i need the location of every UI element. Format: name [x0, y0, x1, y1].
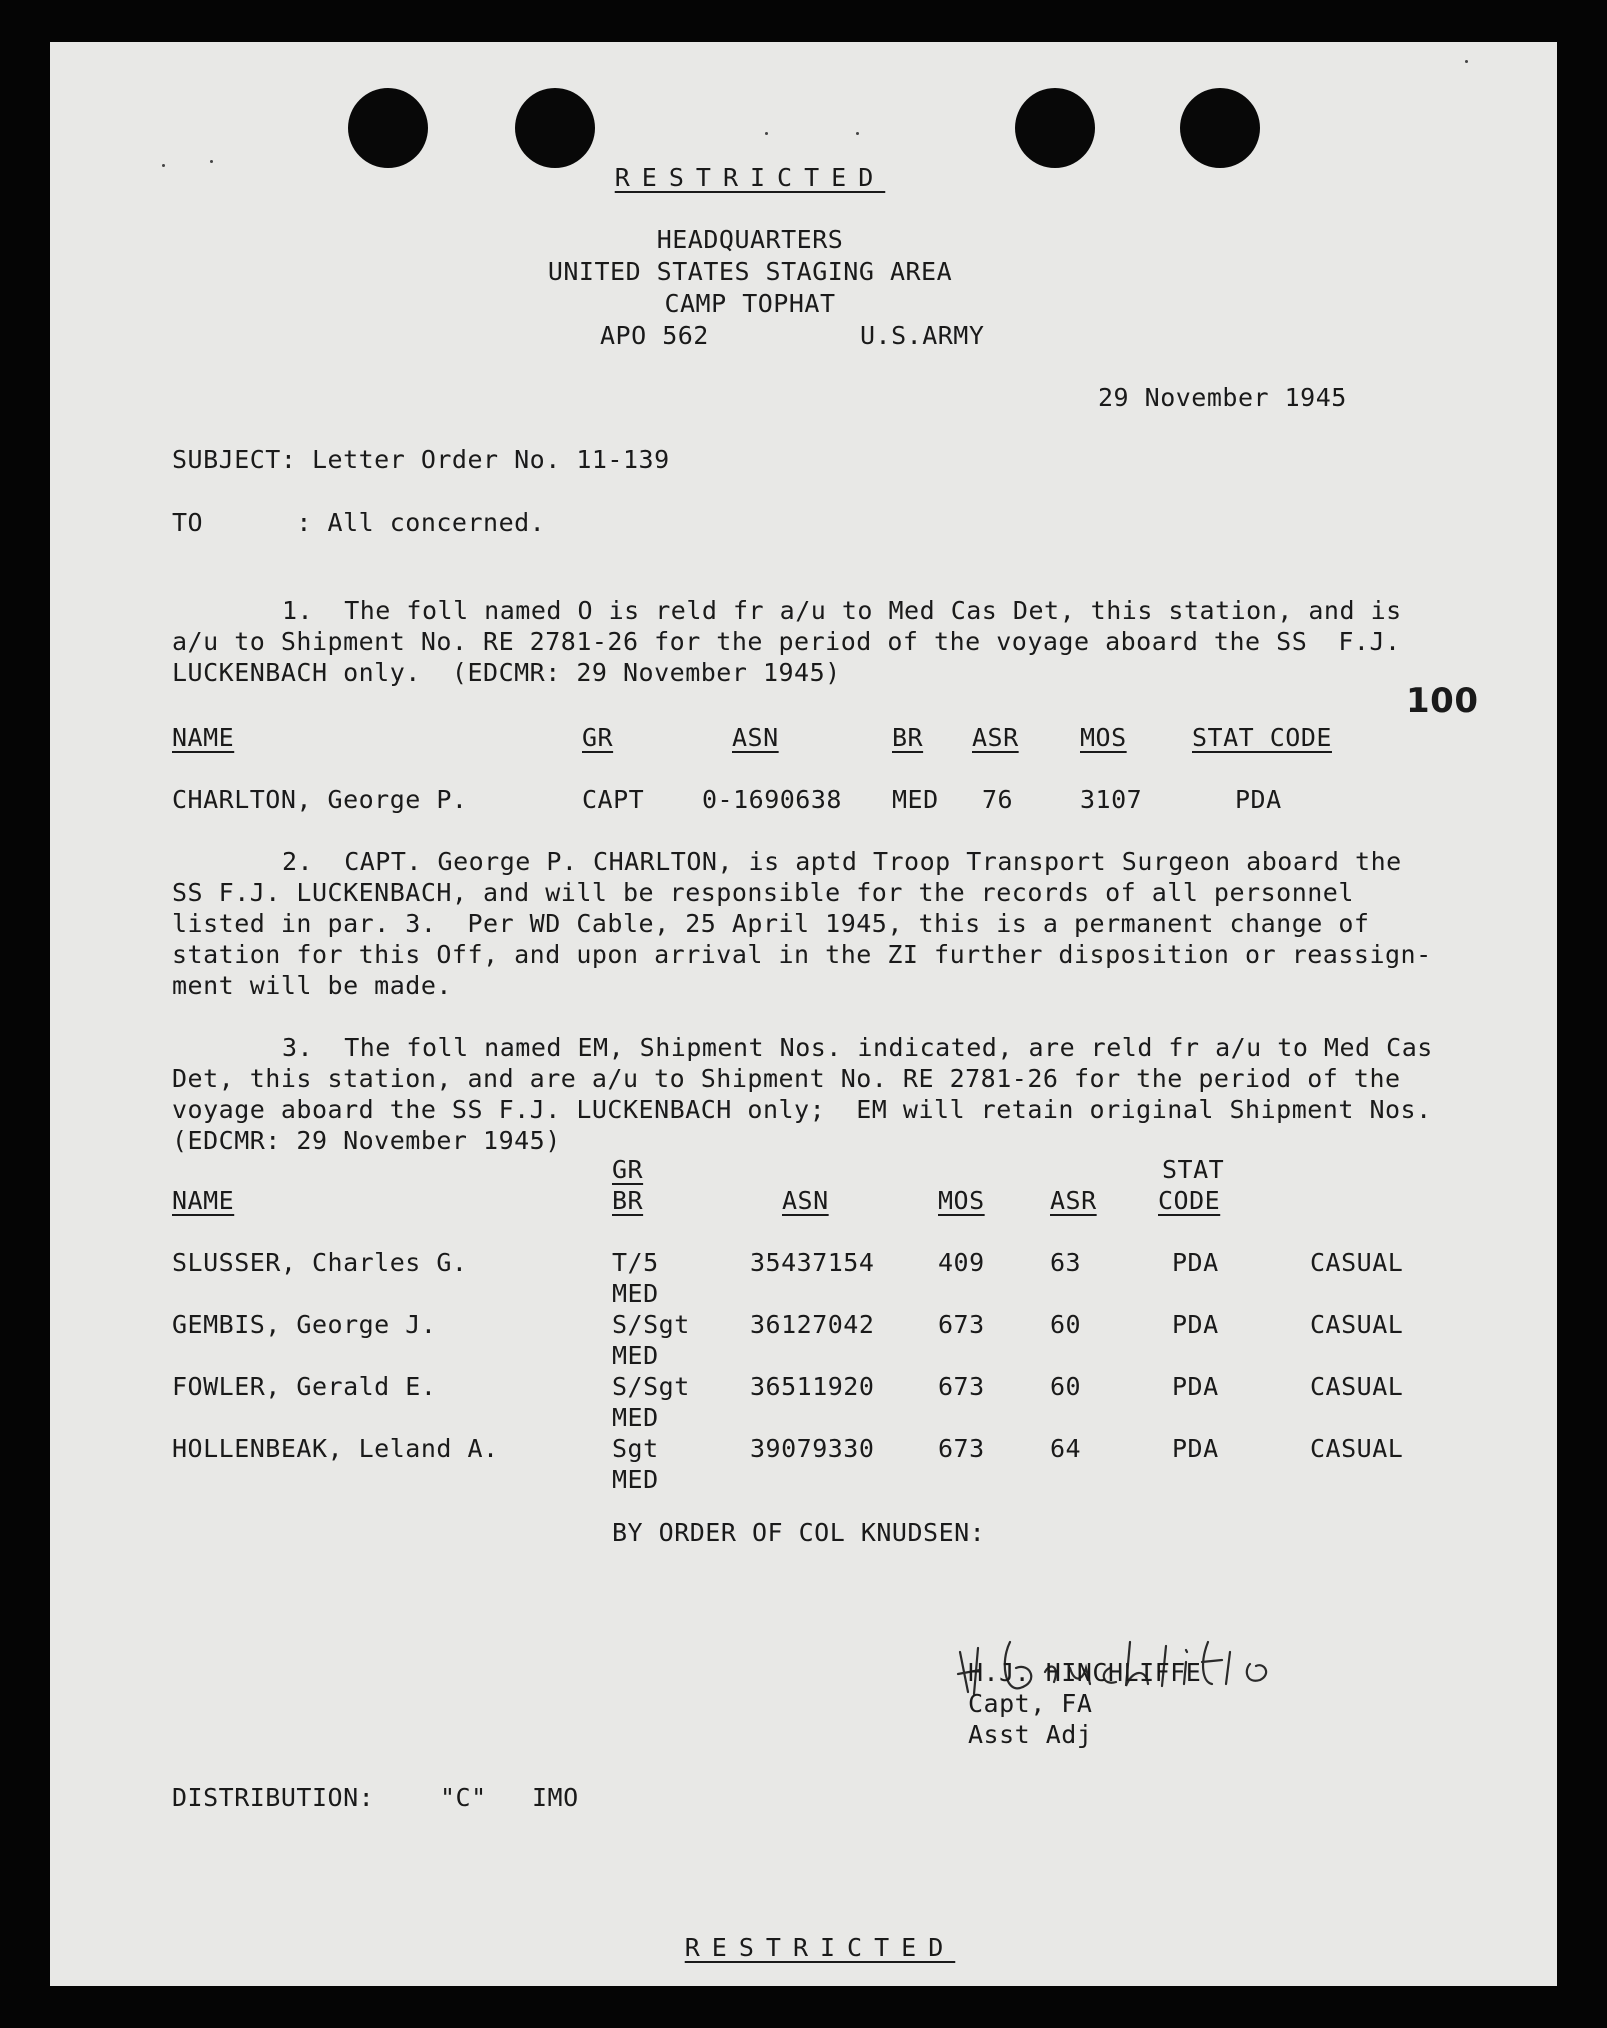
army-label: U.S.ARMY: [860, 321, 985, 350]
signer-rank: Capt, FA: [968, 1689, 1093, 1718]
em-grade: S/Sgt: [612, 1372, 690, 1401]
para1-line-1: 1. The foll named O is reld fr a/u to Med Cas Det, this station, and is: [282, 596, 1402, 625]
heading-line-1: HEADQUARTERS: [656, 225, 844, 254]
em-stat: PDA: [1172, 1372, 1219, 1401]
em-name: FOWLER, Gerald E.: [172, 1372, 437, 1401]
punch-hole: [348, 88, 428, 168]
subject-line: SUBJECT: Letter Order No. 11-139: [172, 445, 670, 474]
para2-line-4: station for this Off, and upon arrival in the ZI further disposition or reassign-: [172, 940, 1432, 969]
em-branch: MED: [612, 1279, 659, 1308]
officer-asn: 0-1690638: [702, 785, 842, 814]
heading-line-2: UNITED STATES STAGING AREA: [547, 257, 953, 286]
heading-line-3: CAMP TOPHAT: [664, 289, 836, 318]
em-grade: S/Sgt: [612, 1310, 690, 1339]
em-type: CASUAL: [1310, 1372, 1404, 1401]
em-asr: 60: [1050, 1372, 1082, 1401]
officer-col-asn: ASN: [732, 723, 779, 752]
speck: [210, 160, 213, 163]
para1-line-3: LUCKENBACH only. (EDCMR: 29 November 1945): [172, 658, 841, 687]
em-type: CASUAL: [1310, 1310, 1404, 1339]
officer-col-asr: ASR: [972, 723, 1019, 752]
officer-col-name: NAME: [172, 723, 235, 752]
officer-col-gr: GR: [582, 723, 614, 752]
officer-mos: 3107: [1080, 785, 1143, 814]
para3-line-1: 3. The foll named EM, Shipment Nos. indicated, are reld fr a/u to Med Cas: [282, 1033, 1433, 1062]
em-branch: MED: [612, 1403, 659, 1432]
em-asn: 36511920: [750, 1372, 875, 1401]
document-page: [50, 42, 1557, 1986]
em-col-name: NAME: [172, 1186, 235, 1215]
by-order-line: BY ORDER OF COL KNUDSEN:: [612, 1518, 986, 1547]
em-col-asr: ASR: [1050, 1186, 1097, 1215]
em-name: GEMBIS, George J.: [172, 1310, 437, 1339]
em-col-code: CODE: [1158, 1186, 1221, 1215]
para2-line-3: listed in par. 3. Per WD Cable, 25 April 1945, this is a permanent change of: [172, 909, 1370, 938]
officer-grade: CAPT: [582, 785, 645, 814]
distribution-label: DISTRIBUTION:: [172, 1783, 375, 1812]
em-col-mos: MOS: [938, 1186, 985, 1215]
para3-line-2: Det, this station, and are a/u to Shipment No. RE 2781-26 for the period of the: [172, 1064, 1401, 1093]
officer-asr: 76: [982, 785, 1014, 814]
apo-number: APO 562: [600, 321, 709, 350]
em-name: SLUSSER, Charles G.: [172, 1248, 468, 1277]
em-branch: MED: [612, 1341, 659, 1370]
em-mos: 409: [938, 1248, 985, 1277]
em-col-stat: STAT: [1162, 1155, 1225, 1184]
para2-line-5: ment will be made.: [172, 971, 452, 1000]
punch-hole: [515, 88, 595, 168]
order-date: 29 November 1945: [1098, 383, 1347, 412]
em-mos: 673: [938, 1310, 985, 1339]
em-asr: 64: [1050, 1434, 1082, 1463]
em-mos: 673: [938, 1434, 985, 1463]
officer-col-mos: MOS: [1080, 723, 1127, 752]
em-stat: PDA: [1172, 1248, 1219, 1277]
em-mos: 673: [938, 1372, 985, 1401]
punch-hole: [1015, 88, 1095, 168]
signer-title: Asst Adj: [968, 1720, 1093, 1749]
classification-top: RESTRICTED: [614, 163, 886, 192]
para2-line-2: SS F.J. LUCKENBACH, and will be responsible for the records of all personnel: [172, 878, 1354, 907]
para2-line-1: 2. CAPT. George P. CHARLTON, is aptd Troop Transport Surgeon aboard the: [282, 847, 1402, 876]
em-name: HOLLENBEAK, Leland A.: [172, 1434, 499, 1463]
em-col-gr: GR: [612, 1155, 644, 1184]
em-grade: T/5: [612, 1248, 659, 1277]
speck: [856, 132, 859, 135]
signer-name: H.J. HINCHLIFFE: [968, 1658, 1202, 1687]
officer-branch: MED: [892, 785, 939, 814]
em-asn: 39079330: [750, 1434, 875, 1463]
em-col-asn: ASN: [782, 1186, 829, 1215]
punch-hole: [1180, 88, 1260, 168]
em-branch: MED: [612, 1465, 659, 1494]
officer-stat: PDA: [1235, 785, 1282, 814]
speck: [162, 164, 165, 167]
em-asr: 60: [1050, 1310, 1082, 1339]
speck: [765, 132, 768, 135]
em-type: CASUAL: [1310, 1434, 1404, 1463]
distribution-extra: IMO: [532, 1783, 579, 1812]
page-number: 100: [1406, 681, 1479, 721]
em-col-br: BR: [612, 1186, 644, 1215]
speck: [1465, 60, 1468, 63]
em-stat: PDA: [1172, 1310, 1219, 1339]
distribution-code: "C": [440, 1783, 487, 1812]
em-asn: 36127042: [750, 1310, 875, 1339]
em-asn: 35437154: [750, 1248, 875, 1277]
officer-name: CHARLTON, George P.: [172, 785, 468, 814]
to-line: TO : All concerned.: [172, 508, 546, 537]
em-stat: PDA: [1172, 1434, 1219, 1463]
officer-col-br: BR: [892, 723, 924, 752]
officer-col-stat-code: STAT CODE: [1192, 723, 1332, 752]
para3-line-3: voyage aboard the SS F.J. LUCKENBACH only; EM will retain original Shipment Nos.: [172, 1095, 1432, 1124]
para3-line-4: (EDCMR: 29 November 1945): [172, 1126, 561, 1155]
classification-bottom: RESTRICTED: [684, 1933, 956, 1962]
para1-line-2: a/u to Shipment No. RE 2781-26 for the period of the voyage aboard the SS F.J.: [172, 627, 1401, 656]
em-grade: Sgt: [612, 1434, 659, 1463]
em-asr: 63: [1050, 1248, 1082, 1277]
em-type: CASUAL: [1310, 1248, 1404, 1277]
